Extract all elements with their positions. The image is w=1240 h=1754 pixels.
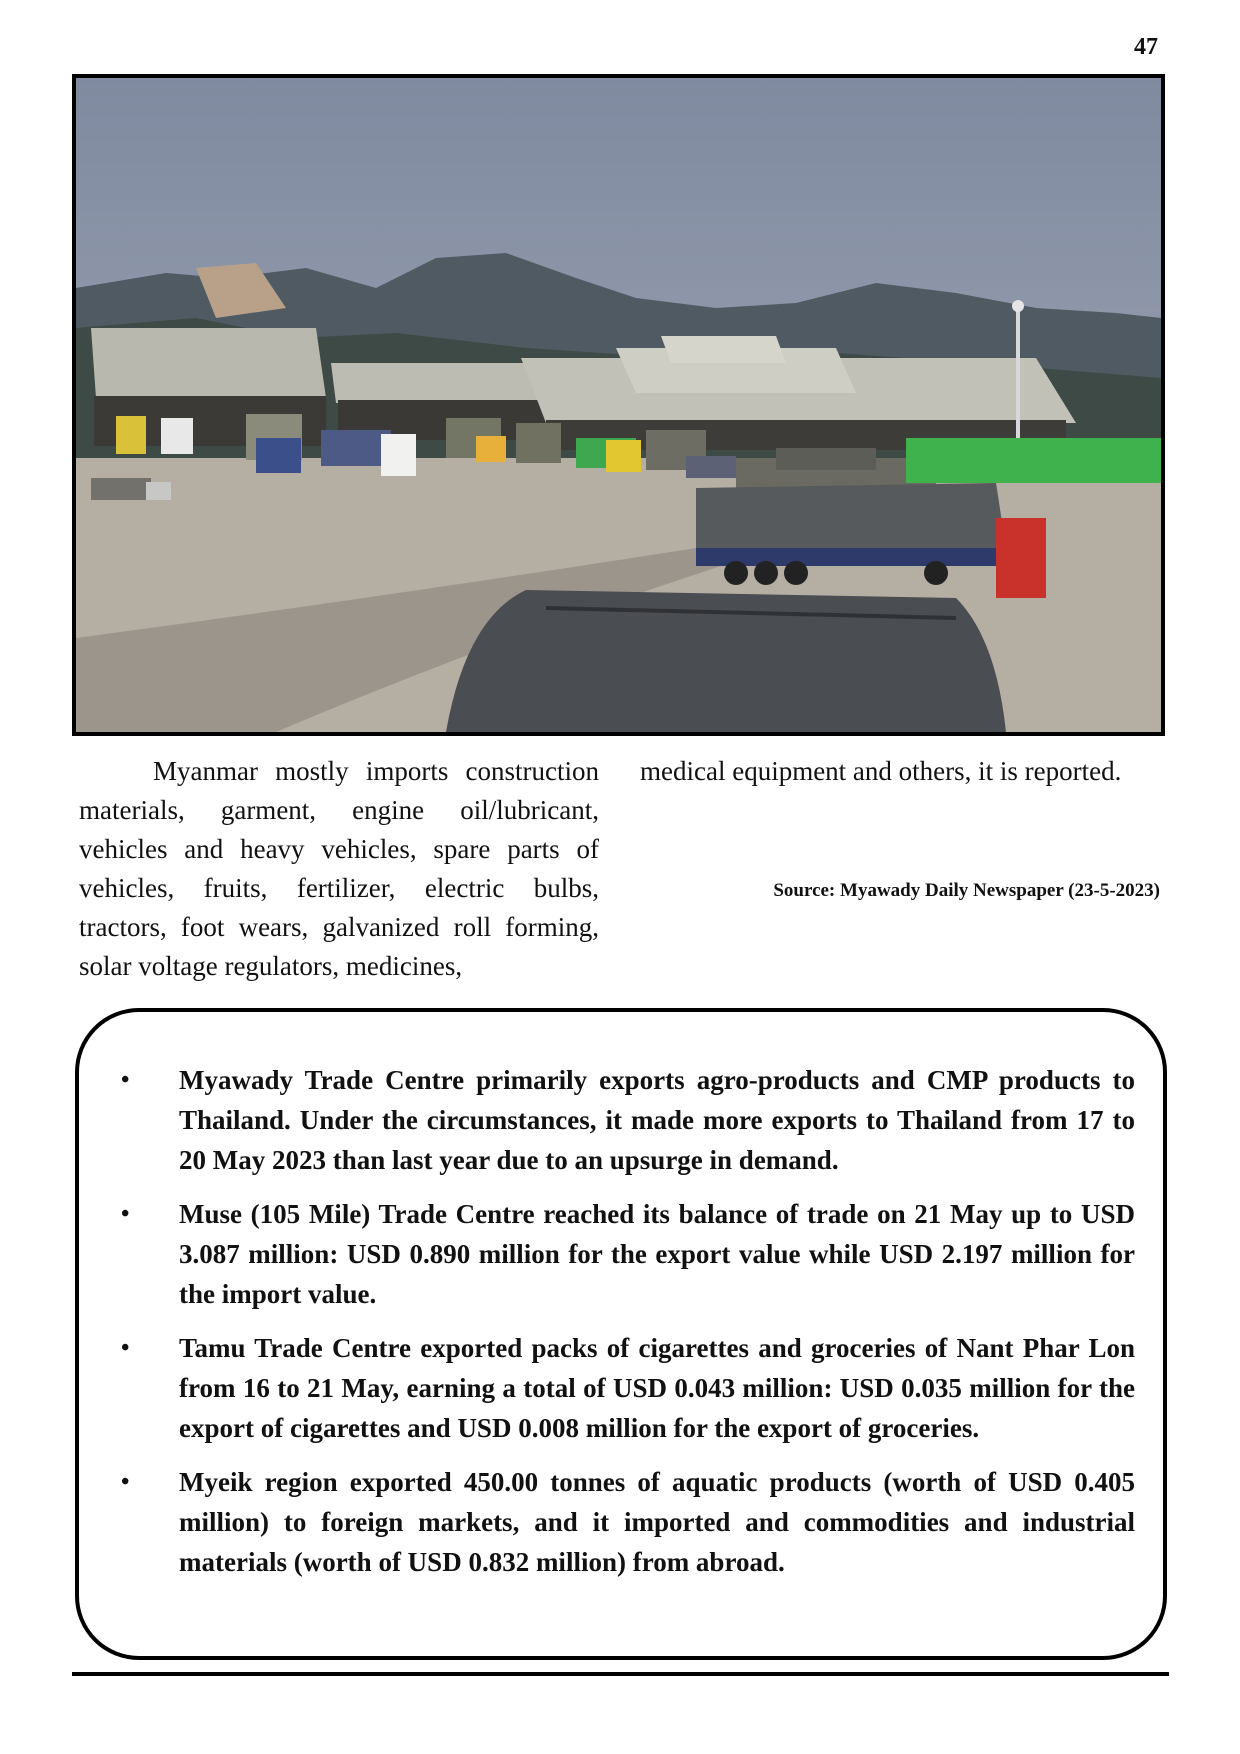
summary-list <box>111 1060 1135 1596</box>
summary-item-muse <box>111 1194 1135 1314</box>
summary-item-myawady <box>111 1060 1135 1180</box>
summary-box <box>75 1008 1167 1660</box>
bullet-icon: • <box>121 1335 130 1361</box>
article-paragraph-imports: Myanmar mostly imports construction materials, garment, engine oil/lubricant, vehicles and heavy vehicles, spare parts of vehicles, fruits, fertilizer, electric bulbs, tractors, foot wears, galvanized roll forming, solar voltage regulators, medicines, <box>79 756 599 981</box>
summary-item-myeik <box>111 1462 1135 1582</box>
trade-centre-illustration <box>76 78 1161 732</box>
article-paragraph-continuation: medical equipment and others, it is reported. <box>640 756 1122 786</box>
summary-item-tamu <box>111 1328 1135 1448</box>
article-column-right <box>640 752 1164 791</box>
bullet-icon: • <box>121 1469 130 1495</box>
summary-item-text: Myawady Trade Centre primarily exports agro-products and CMP products to Thailand. Under the circumstances, it made more exports to Thailand from 17 to 20 May 2023 than last year due to an upsurge in demand. <box>179 1065 1135 1175</box>
summary-item-text: Muse (105 Mile) Trade Centre reached its balance of trade on 21 May up to USD 3.087 million: USD 0.890 million for the export value while USD 2.197 million for the import value. <box>179 1199 1135 1309</box>
bullet-icon: • <box>121 1201 130 1227</box>
article-column-left <box>79 752 599 986</box>
summary-item-text: Tamu Trade Centre exported packs of cigarettes and groceries of Nant Phar Lon from 16 to 21 May, earning a total of USD 0.043 million: USD 0.035 million for the export of cigarettes and USD 0.008 million for the export of groceries. <box>179 1333 1135 1443</box>
source-citation: Source: Myawady Daily Newspaper (23-5-2023) <box>773 880 1160 901</box>
summary-item-text: Myeik region exported 450.00 tonnes of aquatic products (worth of USD 0.405 million) to foreign markets, and it imported and commodities and industrial materials (worth of USD 0.832 million) from abroad. <box>179 1467 1135 1577</box>
bottom-divider <box>72 1672 1169 1676</box>
bullet-icon: • <box>121 1067 130 1093</box>
border-trade-centre-photo <box>72 74 1165 736</box>
page-number: 47 <box>1134 34 1158 60</box>
